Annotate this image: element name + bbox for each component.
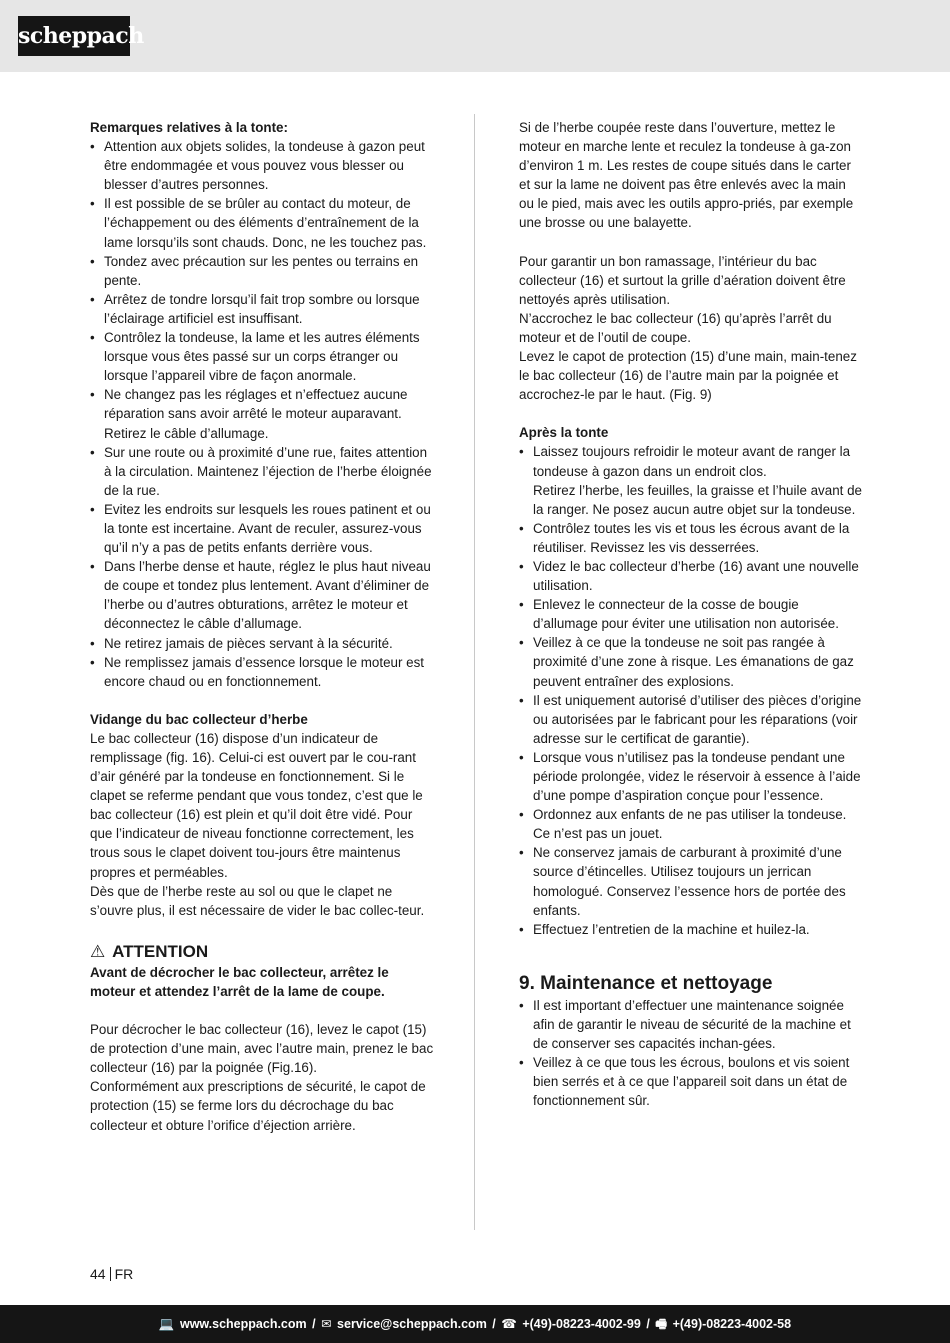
fax-icon: 🖷 [655,1317,668,1331]
list-item-text: Laissez toujours refroidir le moteur avant de ranger la tondeuse à gazon dans un endroit clos. [533,444,851,479]
list-item: • Ne conservez jamais de carburant à proximité d’une source d’étincelles. Utilisez toujours un jerrican homologué. Conservez l’essence hors de portée des enfants. [519,843,864,919]
page-number-value: 44 [90,1266,106,1282]
page-footer [0,1305,950,1343]
list-item: • Attention aux objets solides, la tondeuse à gazon peut être endommagée et vous pouvez vous blesser ou blesser d’autres personnes. [90,137,435,194]
list-item: • Sur une route ou à proximité d’une rue, faites attention à la circulation. Maintenez l’éjection de l’herbe éloignée de la rue. [90,443,435,500]
vidange-heading: Vidange du bac collecteur d’herbe [90,711,308,727]
remarks-list [90,137,435,691]
list-item [519,442,864,518]
list-item: • Ordonnez aux enfants de ne pas utiliser la tondeuse. Ce n’est pas un jouet. [519,805,864,843]
mail-icon: ✉ [321,1317,332,1331]
list-item: • Contrôlez toutes les vis et tous les écrous avant de la réutiliser. Revissez les vis desserrées. [519,519,864,557]
paragraph: N’accrochez le bac collecteur (16) qu’après l’arrêt du moteur et de l’outil de coupe. [519,310,832,345]
decrocher-paragraph-2: Conformément aux prescriptions de sécurité, le capot de protection (15) se ferme lors du décrochage du bac collecteur et obture l’orifice d’éjection arrière. [90,1079,426,1133]
list-item: • Veillez à ce que la tondeuse ne soit pas rangée à proximité d’une zone à risque. Les émanations de gaz peuvent entraîner des explosions. [519,633,864,690]
footer-email[interactable]: service@scheppach.com [337,1317,487,1331]
list-item: • Enlevez le connecteur de la cosse de bougie d’allumage pour éviter une utilisation non autorisée. [519,595,864,633]
maintenance-list [519,996,864,1111]
maintenance-heading: 9. Maintenance et nettoyage [519,972,773,994]
vidange-paragraph: Le bac collecteur (16) dispose d’un indicateur de remplissage (fig. 16). Celui-ci est ouvert par le cou-rant d’air généré par la tondeuse en fonctionnement. Si le clapet se referme pendant que vous tondez, c’est que le bac collecteur (16) est plein et qu’il doit être vidé. Pour que l’indicateur de niveau fonctionne correctement, les trous sous le clapet doivent tou-jours être maintenus propres et perméables. [90,730,423,880]
list-item: • Ne retirez jamais de pièces servant à la sécurité. [90,634,435,653]
column-divider [474,114,475,1230]
vidange-paragraph-2: Dès que de l’herbe reste au sol ou que le clapet ne s’ouvre plus, il est nécessaire de vider le bac collec-teur. [90,883,425,918]
list-item: • Ne changez pas les réglages et n’effectuez aucune réparation sans avoir arrêté le moteur auparavant. Retirez le câble d’allumage. [90,385,435,442]
list-item: • Veillez à ce que tous les écrous, boulons et vis soient bien serrés et à ce que l’appareil soit dans un état de fonctionnement sûr. [519,1053,864,1110]
phone-icon: ☎ [501,1317,517,1331]
list-item-extra: Retirez l’herbe, les feuilles, la graisse et l’huile avant de la ranger. Ne posez aucun autre objet sur la tondeuse. [533,482,862,517]
list-item: • Videz le bac collecteur d’herbe (16) avant une nouvelle utilisation. [519,557,864,595]
list-item: • Tondez avec précaution sur les pentes ou terrains en pente. [90,252,435,290]
apres-heading: Après la tonte [519,425,609,441]
footer-separator: / [492,1317,496,1331]
paragraph: Pour garantir un bon ramassage, l’intérieur du bac collecteur (16) et surtout la grille d’aération doivent être nettoyés après utilisation. [519,253,846,307]
left-column [90,118,435,1135]
remarks-heading: Remarques relatives à la tonte: [90,120,288,135]
list-item: • Contrôlez la tondeuse, la lame et les autres éléments lorsque vous êtes passé sur un corps étranger ou lorsque l’appareil vibre de façon anormale. [90,328,435,385]
computer-icon: 💻 [158,1317,175,1331]
footer-separator: / [312,1317,316,1331]
scheppach-logo: scheppach [18,16,130,56]
footer-website[interactable]: www.scheppach.com [179,1317,307,1331]
footer-separator: / [646,1317,650,1331]
list-item: • Evitez les endroits sur lesquels les roues patinent et ou la tonte est incertaine. Avant de reculer, assurez-vous qu’il n’y a pas de petits enfants derrière vous. [90,500,435,557]
list-item: • Lorsque vous n’utilisez pas la tondeuse pendant une période prolongée, videz le réservoir à essence à l’aide d’une pompe d’aspiration conçue pour l’essence. [519,748,864,805]
paragraph: Levez le capot de protection (15) d’une main, main-tenez le bac collecteur (16) de l’autre main par la poignée et accrochez-le par le haut. (Fig. 9) [519,349,857,403]
page-number [90,1264,133,1284]
footer-fax: +(49)-08223-4002-58 [672,1317,792,1331]
list-item: • Arrêtez de tondre lorsqu’il fait trop sombre ou lorsque l’éclairage artificiel est insuffisant. [90,290,435,328]
attention-heading [90,941,435,963]
right-column [519,118,864,1110]
list-item: • Il est important d’effectuer une maintenance soignée afin de garantir le niveau de sécurité de la machine et de conserver ses capacités inchan-gées. [519,996,864,1053]
list-item: • Effectuez l’entretien de la machine et huilez-la. [519,920,864,939]
list-item: • Il est uniquement autorisé d’utiliser des pièces d’origine ou autorisées par le fabricant pour les réparations (voir adresse sur le certificat de garantie). [519,691,864,748]
decrocher-paragraph: Pour décrocher le bac collecteur (16), levez le capot (15) de protection d’une main, avec l’autre main, prenez le bac collecteur (16) par la poignée (Fig.16). [90,1022,434,1076]
apres-list [519,442,864,938]
paragraph: Si de l’herbe coupée reste dans l’ouverture, mettez le moteur en marche lente et reculez la tondeuse à ga-zon d’environ 1 m. Les restes de coupe situés dans le carter et sur la lame ne doivent pas être enlevés avec la main ou le pied, mais avec les outils appro-priés, par exemple une brosse ou une balayette. [519,120,854,231]
attention-text: Avant de décrocher le bac collecteur, arrêtez le moteur et attendez l’arrêt de la lame de coupe. [90,964,389,999]
list-item: • Il est possible de se brûler au contact du moteur, de l’échappement ou des éléments d’entraînement de la lame lorsqu’ils sont chauds. Donc, ne les touchez pas. [90,194,435,251]
page-language: FR [114,1266,134,1282]
footer-phone: +(49)-08223-4002-99 [522,1317,641,1331]
list-item: • Dans l’herbe dense et haute, réglez le plus haut niveau de coupe et tondez plus lentement. Avant d’éliminer de l’herbe ou d’autres obturations, arrêtez le moteur et déconnectez le câble d’allumage. [90,557,435,633]
list-item: • Ne remplissez jamais d’essence lorsque le moteur est encore chaud ou en fonctionnement. [90,653,435,691]
attention-label: ATTENTION [112,941,209,961]
page-header [0,0,950,72]
warning-icon: ⚠ [90,941,106,961]
